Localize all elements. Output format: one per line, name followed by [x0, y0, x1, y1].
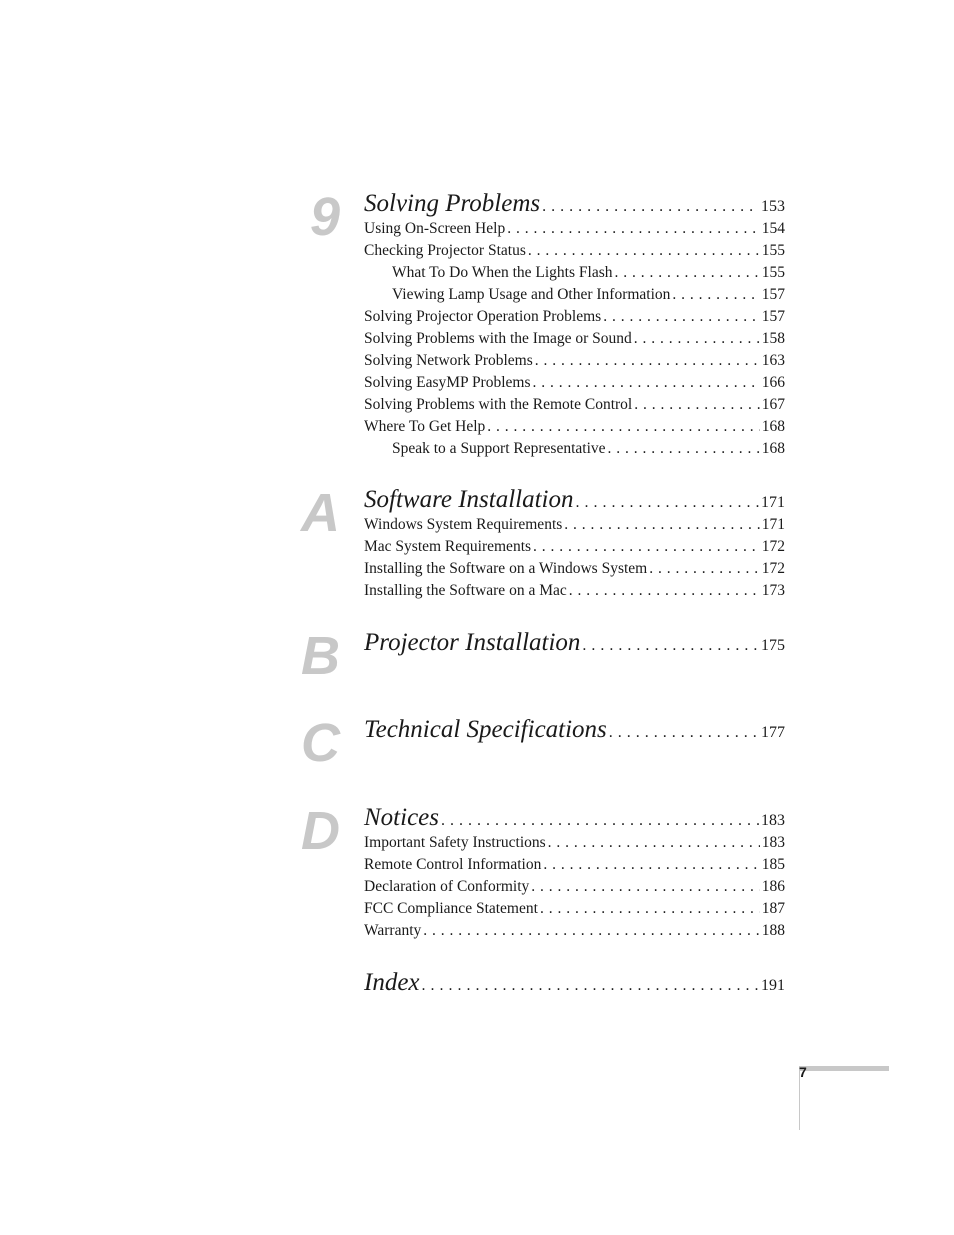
leader-dots: [540, 900, 760, 918]
toc-heading[interactable]: [364, 190, 785, 220]
toc-item[interactable]: [364, 418, 785, 440]
item-label: Solving Problems with the Image or Sound: [364, 330, 632, 347]
leader-dots: [507, 220, 760, 238]
item-label: Solving Network Problems: [364, 352, 533, 369]
item-page: 187: [761, 900, 785, 917]
item-label: Remote Control Information: [364, 856, 542, 873]
item-page: 171: [761, 516, 785, 533]
item-label: Solving Projector Operation Problems: [364, 308, 602, 325]
toc-item[interactable]: [364, 560, 785, 582]
toc-item[interactable]: [364, 582, 785, 604]
toc-item[interactable]: [364, 396, 785, 418]
leader-dots: [564, 516, 759, 534]
heading-title: Notices: [364, 804, 439, 831]
item-label: Checking Projector Status: [364, 242, 526, 259]
item-label: Declaration of Conformity: [364, 878, 530, 895]
leader-dots: [634, 330, 760, 348]
leader-dots: [548, 834, 760, 852]
heading-page: 183: [761, 812, 785, 829]
toc-item[interactable]: [364, 856, 785, 878]
item-page: 157: [761, 308, 785, 325]
item-page: 188: [761, 922, 785, 939]
item-label: Using On-Screen Help: [364, 220, 506, 237]
heading-title: Index: [364, 969, 420, 996]
item-page: 172: [761, 538, 785, 555]
chapter-letter: D: [301, 801, 340, 861]
item-label: Viewing Lamp Usage and Other Information: [392, 286, 671, 303]
toc-subitem[interactable]: [364, 286, 785, 308]
toc-entries: [364, 629, 785, 659]
toc-subitem[interactable]: [364, 264, 785, 286]
chapter-letter: C: [301, 713, 340, 773]
item-page: 185: [761, 856, 785, 873]
chapter-letter: 9: [309, 187, 340, 247]
toc-heading[interactable]: [364, 486, 785, 516]
item-page: 154: [761, 220, 785, 237]
toc-entries: [364, 190, 785, 462]
toc-item[interactable]: [364, 352, 785, 374]
toc-item[interactable]: [364, 374, 785, 396]
item-page: 186: [761, 878, 785, 895]
item-label: FCC Compliance Statement: [364, 900, 538, 917]
leader-dots: [582, 637, 759, 655]
item-page: 155: [761, 242, 785, 259]
toc-heading[interactable]: [364, 716, 785, 746]
leader-dots: [528, 242, 760, 260]
leader-dots: [614, 264, 759, 282]
item-page: 163: [761, 352, 785, 369]
item-label: What To Do When the Lights Flash: [392, 264, 613, 281]
item-label: Installing the Software on a Mac: [364, 582, 567, 599]
item-page: 183: [761, 834, 785, 851]
toc-item[interactable]: [364, 922, 785, 944]
leader-dots: [422, 977, 759, 995]
item-page: 157: [761, 286, 785, 303]
toc-item[interactable]: [364, 900, 785, 922]
page-number: 7: [799, 1064, 807, 1080]
item-label: Speak to a Support Representative: [392, 440, 606, 457]
leader-dots: [535, 352, 760, 370]
toc-heading[interactable]: [364, 969, 785, 999]
item-label: Important Safety Instructions: [364, 834, 546, 851]
leader-dots: [634, 396, 760, 414]
heading-page: 191: [761, 977, 785, 994]
leader-dots: [603, 308, 760, 326]
item-page: 168: [761, 418, 785, 435]
toc-item[interactable]: [364, 220, 785, 242]
toc-item[interactable]: [364, 516, 785, 538]
chapter-letter: A: [301, 483, 340, 543]
toc-item[interactable]: [364, 878, 785, 900]
item-label: Mac System Requirements: [364, 538, 532, 555]
toc-heading[interactable]: [364, 629, 785, 659]
leader-dots: [608, 440, 760, 458]
item-label: Warranty: [364, 922, 422, 939]
heading-page: 177: [761, 724, 785, 741]
heading-title: Solving Problems: [364, 190, 541, 217]
leader-dots: [609, 724, 759, 742]
leader-dots: [531, 878, 759, 896]
toc-item[interactable]: [364, 538, 785, 560]
leader-dots: [487, 418, 759, 436]
leader-dots: [533, 374, 760, 392]
toc-subitem[interactable]: [364, 440, 785, 462]
item-label: Installing the Software on a Windows System: [364, 560, 648, 577]
toc-item[interactable]: [364, 834, 785, 856]
page-tab-bar: [799, 1066, 889, 1071]
item-page: 173: [761, 582, 785, 599]
item-page: 155: [761, 264, 785, 281]
leader-dots: [576, 494, 760, 512]
leader-dots: [542, 198, 759, 216]
toc-item[interactable]: [364, 308, 785, 330]
chapter-letter: B: [301, 626, 340, 686]
leader-dots: [533, 538, 760, 556]
item-page: 158: [761, 330, 785, 347]
heading-page: 175: [761, 637, 785, 654]
toc-heading[interactable]: [364, 804, 785, 834]
leader-dots: [423, 922, 759, 940]
leader-dots: [569, 582, 760, 600]
leader-dots: [441, 812, 759, 830]
item-page: 167: [761, 396, 785, 413]
heading-page: 171: [761, 494, 785, 511]
heading-page: 153: [761, 198, 785, 215]
item-label: Where To Get Help: [364, 418, 486, 435]
leader-dots: [672, 286, 759, 304]
heading-title: Technical Specifications: [364, 716, 607, 743]
item-page: 168: [761, 440, 785, 457]
heading-title: Software Installation: [364, 486, 574, 513]
toc-item[interactable]: [364, 242, 785, 264]
toc-item[interactable]: [364, 330, 785, 352]
toc-entries: [364, 969, 785, 999]
item-page: 166: [761, 374, 785, 391]
item-label: Windows System Requirements: [364, 516, 563, 533]
heading-title: Projector Installation: [364, 629, 581, 656]
leader-dots: [543, 856, 759, 874]
toc-entries: [364, 486, 785, 604]
item-label: Solving EasyMP Problems: [364, 374, 531, 391]
leader-dots: [649, 560, 760, 578]
toc-entries: [364, 716, 785, 746]
item-page: 172: [761, 560, 785, 577]
item-label: Solving Problems with the Remote Control: [364, 396, 633, 413]
toc-entries: [364, 804, 785, 944]
